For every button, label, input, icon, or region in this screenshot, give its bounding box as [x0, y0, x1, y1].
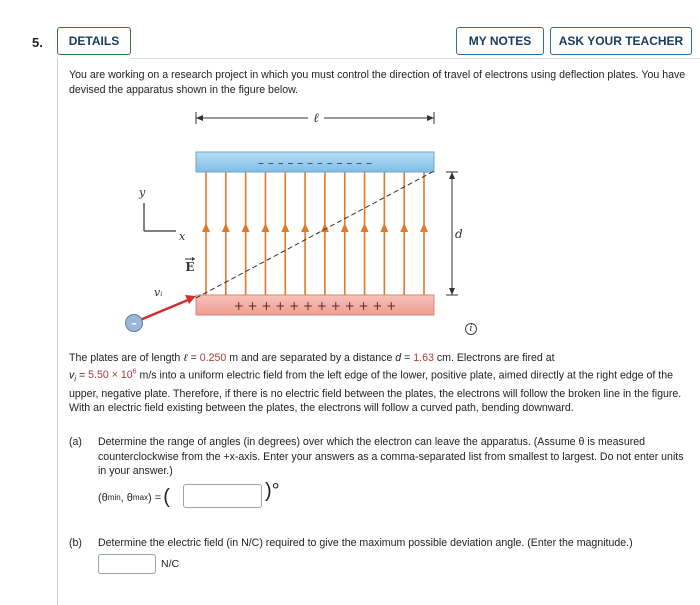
negative-plate-signs: – – – – – – – – – – – –	[258, 156, 372, 170]
field-arrowhead	[222, 223, 230, 232]
field-arrows	[202, 172, 428, 295]
plate-separation-value: 1.63	[413, 352, 434, 364]
part-b	[69, 536, 689, 551]
field-label: E	[185, 260, 195, 274]
my-notes-button[interactable]: MY NOTES	[456, 27, 544, 55]
field-arrowhead	[380, 223, 388, 232]
field-arrowhead	[400, 223, 408, 232]
problem-statement: The plates are of length ℓ = 0.250 m and are separated by a distance d = 1.63 cm. Electrons are fired at $v_i = 5.50 \times 10^6$ m/s into a uniform electric field from the left edge of the lower, positive plate, aimed directly at the right edge of the upper, negative plate. Therefore, if there is no electric field between the plates, the electrons will follow the broken line in the figure. With an electric field existing between the plates, the electrons will follow a curved path, bending downward.	[69, 352, 682, 415]
field-arrowhead	[420, 223, 428, 232]
velocity-arrow	[140, 300, 188, 320]
angle-range-input[interactable]	[183, 484, 262, 508]
positive-plate-signs: + + + + + + + + + + + +	[233, 299, 397, 313]
initial-velocity-label: vᵢ	[154, 286, 163, 299]
field-arrowhead	[301, 223, 309, 232]
electric-field-unit: N/C	[161, 558, 180, 570]
field-arrowhead	[361, 223, 369, 232]
electron-sign: –	[131, 317, 137, 330]
initial-speed-value: $5.50 \times 10^6$	[88, 368, 137, 382]
field-arrowhead	[321, 223, 329, 232]
apparatus-diagram	[118, 108, 463, 343]
apparatus-figure	[118, 108, 463, 348]
field-arrowhead	[202, 223, 210, 232]
part-b-text: Determine the electric field (in N/C) required to give the maximum possible deviation angle. (Enter the magnitude.)	[98, 537, 633, 549]
part-a-text: Determine the range of angles (in degrees) over which the electron can leave the apparatus. (Assume θ is measured counterclockwise from the +x-axis. Enter your answers as a comma-separated list from smallest to largest. Do not enter units in your answer.)	[98, 436, 684, 477]
length-label: ℓ	[313, 111, 319, 126]
part-a-formula: (θ min , θ max ) = (	[98, 486, 170, 508]
details-button[interactable]: DETAILS	[57, 27, 131, 55]
field-arrowhead	[281, 223, 289, 232]
y-axis-label: y	[139, 186, 146, 199]
field-arrowhead	[261, 223, 269, 232]
straight-trajectory-line	[196, 170, 436, 298]
part-a-close-paren: )°	[265, 480, 280, 502]
separation-label: d	[455, 227, 463, 241]
question-number: 5.	[32, 35, 43, 50]
info-icon[interactable]: i	[465, 323, 477, 335]
ask-your-teacher-button[interactable]: ASK YOUR TEACHER	[550, 27, 692, 55]
intro-text: You are working on a research project in which you must control the direction of travel of electrons using deflection plates. You have devised the apparatus shown in the figure below.	[69, 69, 686, 96]
x-axis-label: x	[179, 230, 186, 243]
part-a	[69, 435, 689, 479]
content-left-border	[57, 58, 58, 605]
part-a-label: (a)	[69, 436, 82, 448]
plate-length-value: 0.250	[199, 352, 227, 364]
part-b-label: (b)	[69, 537, 82, 549]
content-top-border	[130, 58, 700, 59]
electric-field-input[interactable]	[98, 554, 156, 574]
field-arrowhead	[341, 223, 349, 232]
field-arrowhead	[242, 223, 250, 232]
